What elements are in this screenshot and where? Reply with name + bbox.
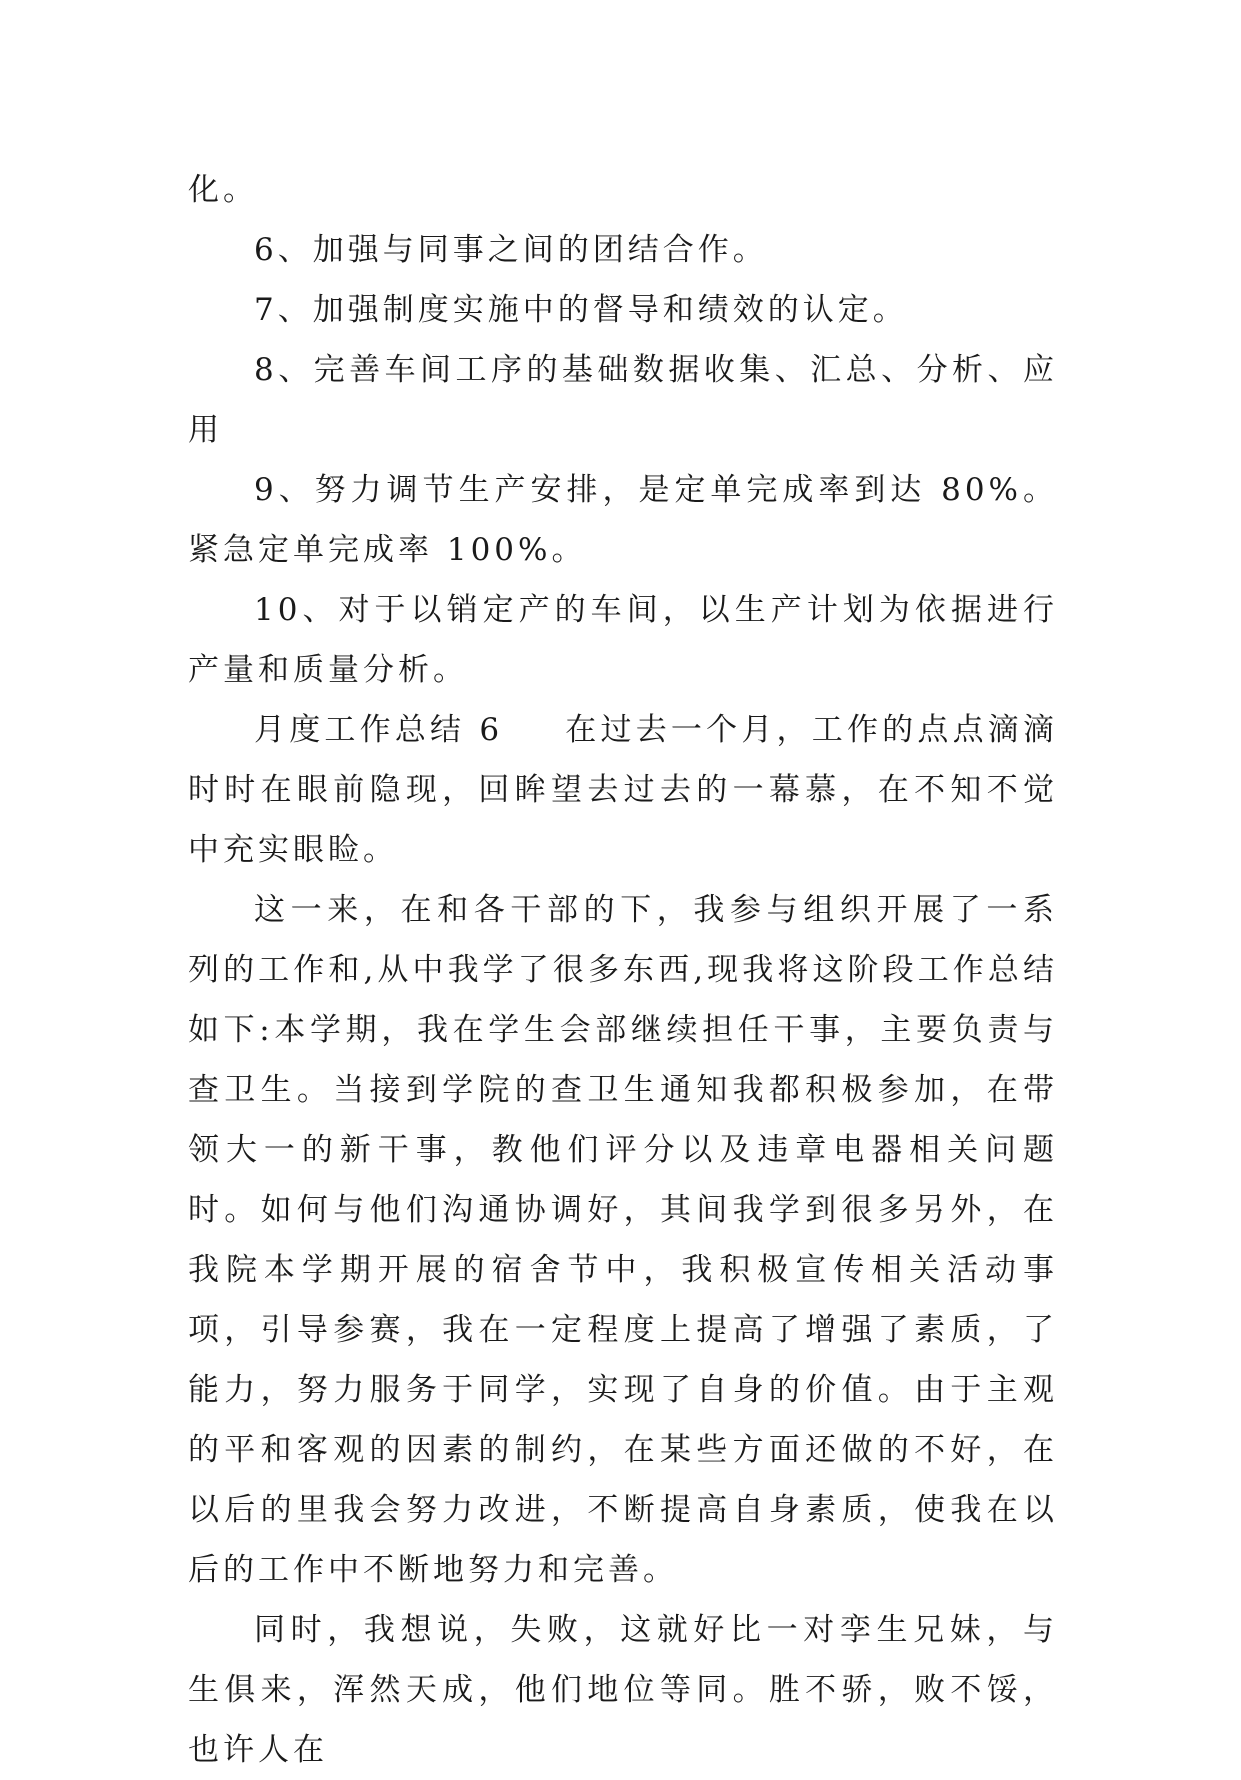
paragraph-item-7: 7、加强制度实施中的督导和绩效的认定。: [254, 292, 908, 328]
document-body: [188, 160, 1058, 1780]
section-heading: 月度工作总结 6: [254, 712, 504, 748]
paragraph-work-summary: 这一来，在和各干部的下，我参与组织开展了一系列的工作和,从中我学了很多东西,现我将这阶段工作总结如下:本学期，我在学生会部继续担任干事，主要负责与查卫生。当接到学院的查卫生通知我都积极参加，在带领大一的新干事，教他们评分以及违章电器相关问题时。如何与他们沟通协调好，其间我学到很多另外，在我院本学期开展的宿舍节中，我积极宣传相关活动事项，引导参赛，我在一定程度上提高了增强了素质，了能力，努力服务于同学，实现了自身的价值。由于主观的平和客观的因素的制约，在某些方面还做的不好，在以后的里我会努力改进，不断提高自身素质，使我在以后的工作中不断地努力和完善。: [188, 892, 1058, 1588]
paragraph-continuation: 化。: [188, 172, 258, 208]
section-intro-text: 在过去一个月，工作的点点滴滴时时在眼前隐现，回眸望去过去的一幕慕，在不知不觉中充实眼睑。: [188, 712, 1059, 868]
paragraph-item-6: 6、加强与同事之间的团结合作。: [254, 232, 768, 268]
paragraph-summary-intro: [188, 700, 1058, 880]
paragraph-item-10: 10、对于以销定产的车间，以生产计划为依据进行产量和质量分析。: [188, 592, 1058, 688]
paragraph-reflection: 同时，我想说，失败，这就好比一对孪生兄妹，与生俱来，浑然天成，他们地位等同。胜不骄，败不馁，也许人在: [188, 1612, 1058, 1768]
paragraph-item-8: 8、完善车间工序的基础数据收集、汇总、分析、应用: [188, 352, 1058, 448]
paragraph-item-9: 9、努力调节生产安排，是定单完成率到达 80%。紧急定单完成率 100%。: [188, 472, 1058, 568]
